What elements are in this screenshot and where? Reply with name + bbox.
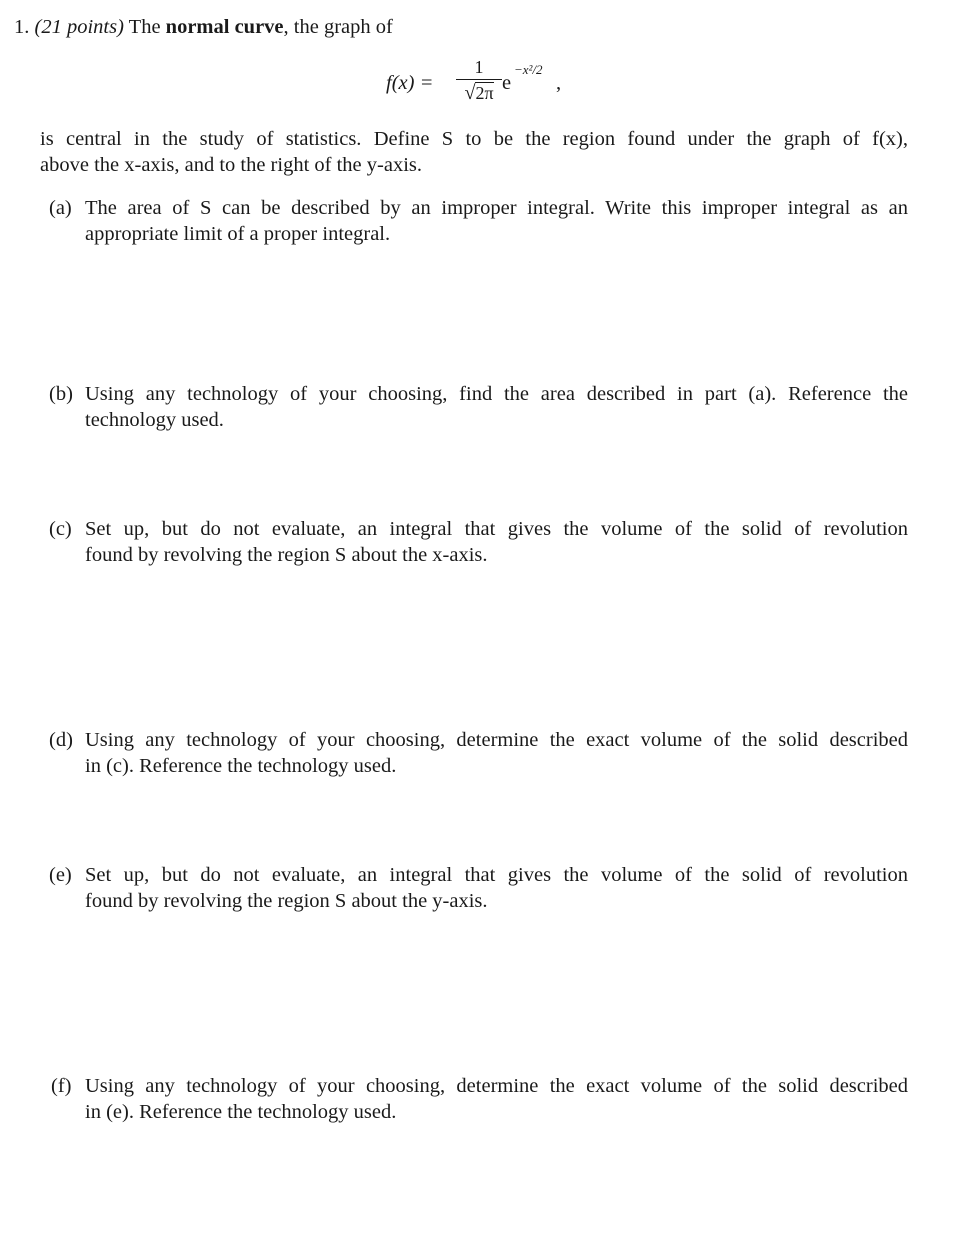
intro-post: , the graph of — [283, 16, 393, 38]
formula-fraction — [456, 56, 502, 104]
part-c-line-2: found by revolving the region S about the x-axis. — [85, 544, 488, 566]
part-b-label: (b) — [49, 383, 73, 405]
formula-trailing-comma: , — [556, 72, 562, 94]
part-b-line-1: Using any technology of your choosing, find the area described in part (a). Reference the — [85, 383, 908, 405]
part-d-line-2: in (c). Reference the technology used. — [85, 755, 397, 777]
formula-lhs: f(x) = — [386, 72, 434, 94]
intro-paragraph-line-2: above the x-axis, and to the right of the y-axis. — [40, 154, 422, 176]
part-d-label: (d) — [49, 729, 73, 751]
part-f-line-2: in (e). Reference the technology used. — [85, 1101, 397, 1123]
part-d-line-1: Using any technology of your choosing, determine the exact volume of the solid described — [85, 729, 908, 751]
part-b-line-2: technology used. — [85, 409, 224, 431]
part-a-line-2: appropriate limit of a proper integral. — [85, 223, 391, 245]
intro-paragraph-line-1: is central in the study of statistics. Define S to be the region found under the graph of f(x), — [40, 128, 908, 150]
problem-points: (21 points) — [34, 16, 124, 38]
problem-header — [14, 14, 393, 40]
formula-exponent: −x²/2 — [514, 62, 543, 77]
fraction-bar — [456, 79, 502, 80]
part-f-label: (f) — [51, 1075, 72, 1097]
formula-base: e — [502, 72, 512, 94]
formula-denominator — [456, 82, 502, 104]
part-a-line-1: The area of S can be described by an improper integral. Write this improper integral as an — [85, 197, 908, 219]
formula-numerator: 1 — [474, 57, 484, 77]
part-e-label: (e) — [49, 864, 72, 886]
sqrt-symbol: √ — [464, 82, 476, 105]
part-a-label: (a) — [49, 197, 72, 219]
part-e-line-1: Set up, but do not evaluate, an integral that gives the volume of the solid of revolution — [85, 864, 908, 886]
part-f-line-1: Using any technology of your choosing, determine the exact volume of the solid described — [85, 1075, 908, 1097]
part-c-line-1: Set up, but do not evaluate, an integral that gives the volume of the solid of revolution — [85, 518, 908, 540]
intro-pre: The — [128, 16, 161, 38]
normal-curve-formula — [386, 56, 606, 116]
denominator-value: 2π — [475, 83, 494, 104]
part-c-label: (c) — [49, 518, 72, 540]
intro-bold-term: normal curve — [165, 16, 284, 38]
part-e-line-2: found by revolving the region S about the y-axis. — [85, 890, 488, 912]
problem-number: 1. — [14, 16, 30, 38]
